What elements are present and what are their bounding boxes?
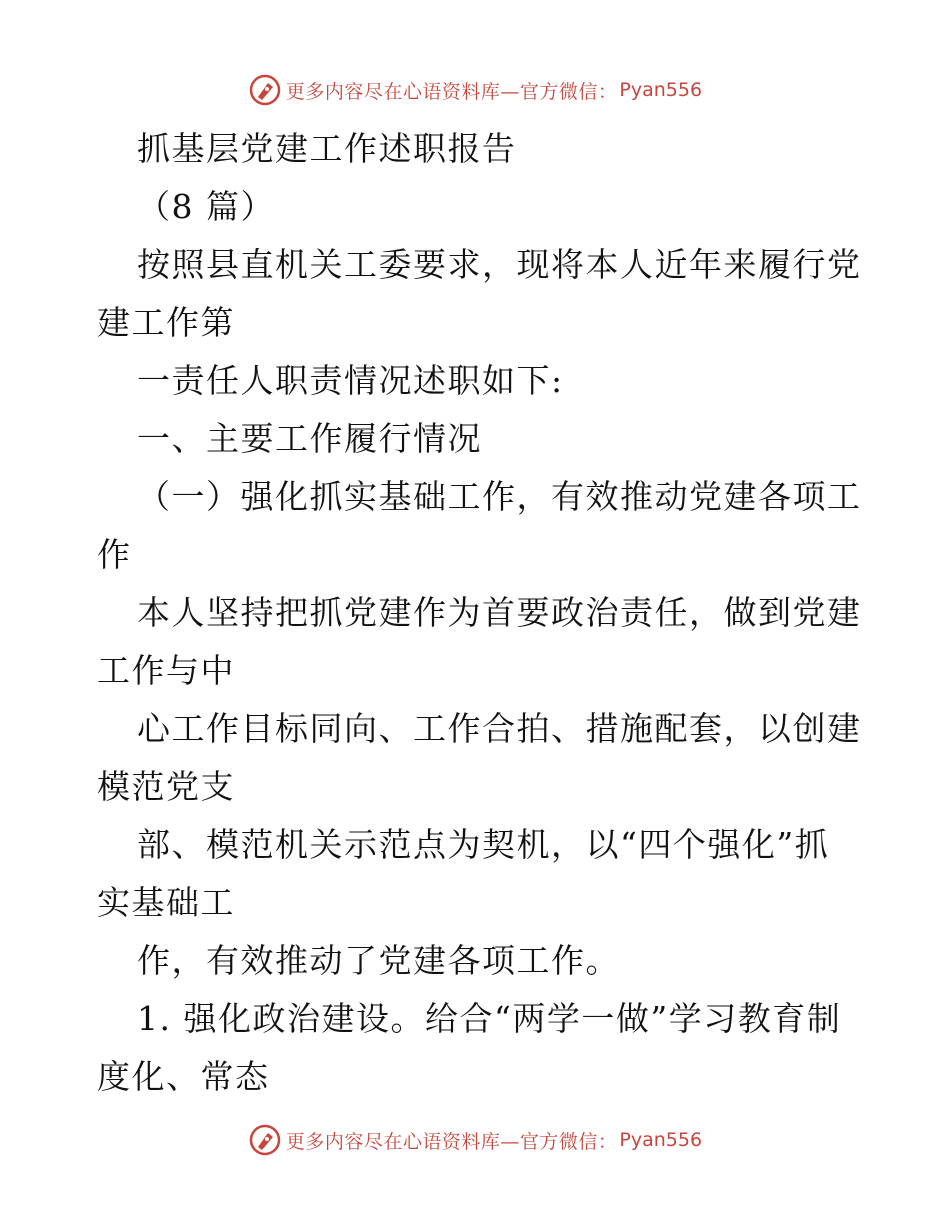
- document-line: 模范党支: [97, 767, 235, 806]
- banner-text: 更多内容尽在心语资料库—官方微信：: [285, 80, 618, 103]
- document-line: 作: [97, 535, 132, 574]
- footer-watermark-banner: [0, 1120, 950, 1160]
- banner-text: 更多内容尽在心语资料库—官方微信：: [285, 1130, 618, 1153]
- document-line: 工作与中: [97, 651, 235, 690]
- pen-nib-icon: [248, 73, 282, 107]
- document-title: 抓基层党建工作述职报告: [137, 129, 517, 168]
- banner-wechat-id: Pyan556: [619, 1129, 703, 1151]
- pen-nib-icon: [248, 1123, 282, 1157]
- banner-wechat-id: Pyan556: [619, 79, 703, 101]
- document-line: 本人坚持把抓党建作为首要政治责任，做到党建: [137, 593, 862, 632]
- document-line: （8 篇）: [137, 187, 275, 226]
- document-line: （一）强化抓实基础工作，有效推动党建各项工: [137, 477, 862, 516]
- document-line: 心工作目标同向、工作合拍、措施配套，以创建: [137, 709, 862, 748]
- document-line: 度化、常态: [97, 1057, 270, 1096]
- document-body: [97, 120, 862, 1106]
- document-line: 实基础工: [97, 883, 235, 922]
- document-line: 作，有效推动了党建各项工作。: [137, 941, 620, 980]
- document-line: 按照县直机关工委要求，现将本人近年来履行党: [137, 245, 862, 284]
- document-line: 一责任人职责情况述职如下:: [137, 361, 564, 400]
- document-line: 1. 强化政治建设。给合“两学一做”学习教育制: [137, 999, 842, 1038]
- document-line: 建工作第: [97, 303, 235, 342]
- header-watermark-banner: [0, 70, 950, 110]
- document-line: 一、主要工作履行情况: [137, 419, 482, 458]
- document-line: 部、模范机关示范点为契机，以“四个强化”抓: [137, 825, 830, 864]
